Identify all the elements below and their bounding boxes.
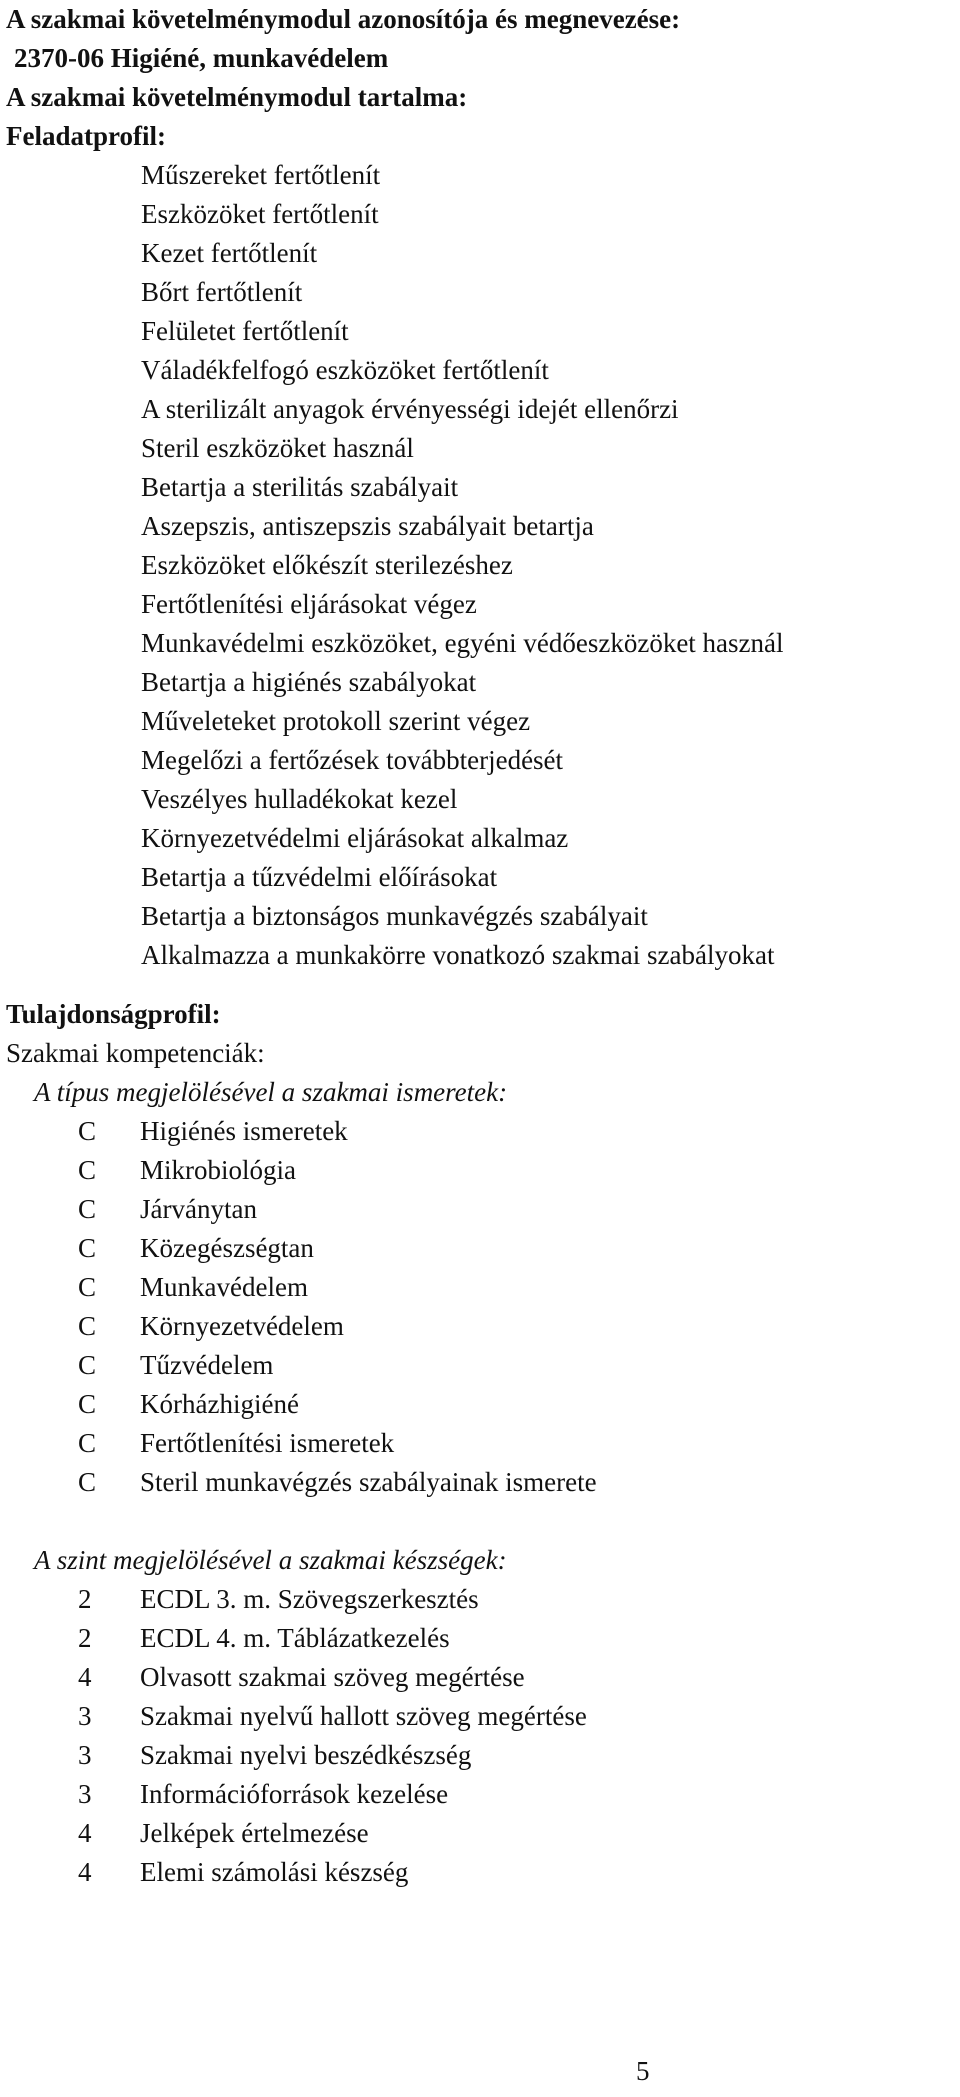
knowledge-item-code: C: [78, 1155, 97, 1185]
skills-list: [6, 1580, 956, 1892]
task-item: Betartja a sterilitás szabályait: [141, 472, 459, 502]
skill-item: [6, 1775, 956, 1814]
knowledge-item-code: C: [78, 1428, 97, 1458]
skill-item-text: Olvasott szakmai szöveg megértése: [140, 1662, 525, 1692]
knowledge-item-text: Kórházhigiéné: [140, 1389, 299, 1419]
task-item: Steril eszközöket használ: [141, 433, 414, 463]
skill-item-code: 4: [78, 1857, 92, 1887]
knowledge-item-code: C: [78, 1272, 97, 1302]
skill-item-text: ECDL 3. m. Szövegszerkesztés: [140, 1584, 479, 1614]
knowledge-item: [6, 1346, 956, 1385]
skill-item-text: Információforrások kezelése: [140, 1779, 449, 1809]
task-item: Fertőtlenítési eljárásokat végez: [141, 589, 477, 619]
knowledge-item: [6, 1112, 956, 1151]
task-item: Műveleteket protokoll szerint végez: [141, 706, 531, 736]
knowledge-item-text: Steril munkavégzés szabályainak ismerete: [140, 1467, 597, 1497]
module-id-label: A szakmai követelménymodul azonosítója és megnevezése:: [6, 4, 681, 34]
task-item: Kezet fertőtlenít: [141, 238, 318, 268]
document-page: [6, 0, 956, 1892]
task-item: Felületet fertőtlenít: [141, 316, 349, 346]
task-item: Megelőzi a fertőzések továbbterjedését: [141, 745, 564, 775]
knowledge-item: [6, 1424, 956, 1463]
knowledge-heading: A típus megjelölésével a szakmai ismeretek:: [34, 1077, 508, 1107]
task-item: A sterilizált anyagok érvényességi idejét ellenőrzi: [141, 394, 679, 424]
knowledge-item-code: C: [78, 1194, 97, 1224]
knowledge-item-text: Tűzvédelem: [140, 1350, 274, 1380]
skill-item-code: 4: [78, 1662, 92, 1692]
module-code: 2370-06 Higiéné, munkavédelem: [14, 43, 389, 73]
knowledge-item-code: C: [78, 1389, 97, 1419]
knowledge-item-code: C: [78, 1116, 97, 1146]
knowledge-item-text: Munkavédelem: [140, 1272, 308, 1302]
knowledge-item-code: C: [78, 1233, 97, 1263]
knowledge-item: [6, 1229, 956, 1268]
task-profile-label: Feladatprofil:: [6, 121, 166, 151]
task-list: [6, 156, 956, 975]
skill-item-code: 4: [78, 1818, 92, 1848]
page-number: 5: [636, 2056, 650, 2086]
skill-item: [6, 1658, 956, 1697]
knowledge-item-code: C: [78, 1311, 97, 1341]
knowledge-item: [6, 1190, 956, 1229]
knowledge-item-code: C: [78, 1350, 97, 1380]
knowledge-item-text: Fertőtlenítési ismeretek: [140, 1428, 395, 1458]
skill-item-text: Szakmai nyelvi beszédkészség: [140, 1740, 472, 1770]
knowledge-item-text: Mikrobiológia: [140, 1155, 296, 1185]
skill-item: [6, 1619, 956, 1658]
skill-item: [6, 1853, 956, 1892]
knowledge-item-text: Higiénés ismeretek: [140, 1116, 348, 1146]
task-item: Alkalmazza a munkakörre vonatkozó szakmai szabályokat: [141, 940, 775, 970]
task-item: Eszközöket fertőtlenít: [141, 199, 379, 229]
skill-item-code: 2: [78, 1623, 92, 1653]
competencies-label: Szakmai kompetenciák:: [6, 1038, 265, 1068]
knowledge-item: [6, 1385, 956, 1424]
knowledge-item: [6, 1268, 956, 1307]
skill-item-text: Elemi számolási készség: [140, 1857, 409, 1887]
task-item: Környezetvédelmi eljárásokat alkalmaz: [141, 823, 569, 853]
skill-item: [6, 1580, 956, 1619]
task-item: Betartja a tűzvédelmi előírásokat: [141, 862, 498, 892]
task-item: Betartja a biztonságos munkavégzés szabályait: [141, 901, 648, 931]
knowledge-item-code: C: [78, 1467, 97, 1497]
knowledge-item: [6, 1151, 956, 1190]
skill-item-code: 2: [78, 1584, 92, 1614]
task-item: Műszereket fertőtlenít: [141, 160, 381, 190]
property-profile-label: Tulajdonságprofil:: [6, 999, 221, 1029]
skill-item: [6, 1814, 956, 1853]
knowledge-list: [6, 1112, 956, 1502]
module-content-label: A szakmai követelménymodul tartalma:: [6, 82, 468, 112]
knowledge-item: [6, 1307, 956, 1346]
skill-item-code: 3: [78, 1779, 92, 1809]
task-item: Aszepszis, antiszepszis szabályait betartja: [141, 511, 594, 541]
skill-item: [6, 1697, 956, 1736]
task-item: Munkavédelmi eszközöket, egyéni védőeszközöket használ: [141, 628, 784, 658]
knowledge-item-text: Környezetvédelem: [140, 1311, 344, 1341]
skills-heading: A szint megjelölésével a szakmai készségek:: [34, 1545, 507, 1575]
knowledge-item-text: Járványtan: [140, 1194, 257, 1224]
skill-item-text: Szakmai nyelvű hallott szöveg megértése: [140, 1701, 587, 1731]
task-item: Bőrt fertőtlenít: [141, 277, 303, 307]
skill-item-text: Jelképek értelmezése: [140, 1818, 369, 1848]
task-item: Váladékfelfogó eszközöket fertőtlenít: [141, 355, 549, 385]
knowledge-item: [6, 1463, 956, 1502]
skill-item: [6, 1736, 956, 1775]
skill-item-text: ECDL 4. m. Táblázatkezelés: [140, 1623, 450, 1653]
task-item: Veszélyes hulladékokat kezel: [141, 784, 458, 814]
task-item: Betartja a higiénés szabályokat: [141, 667, 477, 697]
skill-item-code: 3: [78, 1701, 92, 1731]
skill-item-code: 3: [78, 1740, 92, 1770]
task-item: Eszközöket előkészít sterilezéshez: [141, 550, 513, 580]
knowledge-item-text: Közegészségtan: [140, 1233, 314, 1263]
